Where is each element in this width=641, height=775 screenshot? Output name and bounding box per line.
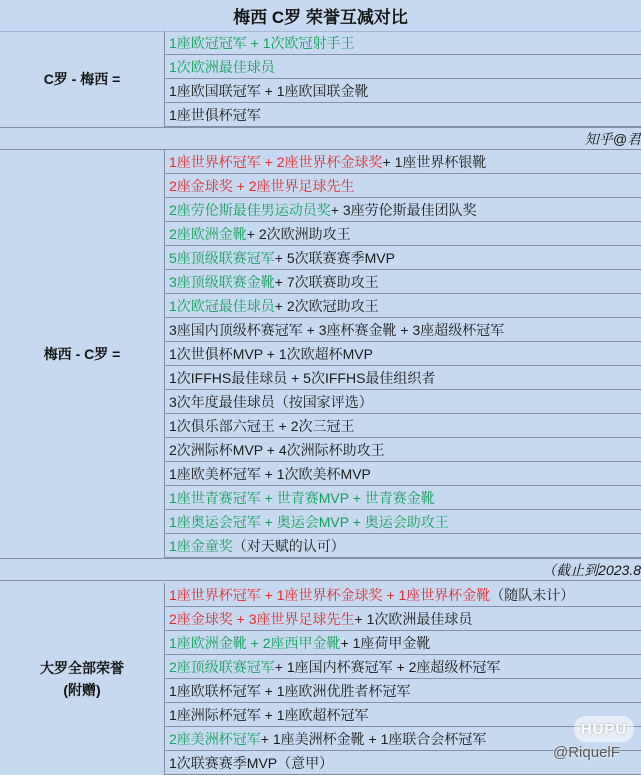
honor-text: 2座欧洲金靴: [169, 225, 247, 242]
section-messi-minus-cr: [0, 150, 641, 558]
honor-text: 5座顶级联赛冠军: [169, 249, 275, 266]
honor-row: [165, 534, 641, 558]
honor-row: [165, 222, 641, 246]
honor-text: 2座金球奖 + 2座世界足球先生: [169, 177, 355, 194]
honor-row: [165, 366, 641, 390]
honor-text: 2座金球奖 + 3座世界足球先生: [169, 610, 355, 627]
honor-text: 2座劳伦斯最佳男运动员奖: [169, 201, 331, 218]
honor-text: 2次洲际杯MVP + 4次洲际杯助攻王: [169, 441, 385, 458]
honor-text: + 1座美洲杯金靴 + 1座联合会杯冠军: [260, 730, 487, 747]
honor-row: [165, 174, 641, 198]
honor-text: （对天赋的认可）: [232, 537, 345, 554]
honor-text: 1次联赛赛季MVP（意甲）: [169, 754, 334, 771]
honor-text: 1座世界杯冠军 + 1座世界杯金球奖 + 1座世界杯金靴: [169, 586, 491, 603]
honor-text: 1座奥运会冠军 + 奥运会MVP + 奥运会助攻王: [169, 513, 449, 530]
honor-text: 1座欧国联冠军 + 1座欧国联金靴: [169, 82, 369, 99]
honor-rows: [165, 150, 641, 558]
honor-text: 1次世俱杯MVP + 1次欧超杯MVP: [169, 345, 373, 362]
honor-text: + 1座国内杯赛冠军 + 2座超级杯冠军: [274, 658, 501, 675]
honor-text: 1座洲际杯冠军 + 1座欧超杯冠军: [169, 706, 369, 723]
section-cr-minus-messi: [0, 31, 641, 127]
honor-text: 1次欧冠最佳球员: [169, 297, 275, 314]
honor-text: + 1座荷甲金靴: [340, 634, 431, 651]
honor-row: [165, 631, 641, 655]
honor-text: 1座欧冠冠军 + 1次欧冠射手王: [169, 34, 355, 51]
honor-text: 1次IFFHS最佳球员 + 5次IFFHS最佳组织者: [169, 369, 436, 386]
honor-row: [165, 246, 641, 270]
honor-text: （随队未计）: [490, 586, 575, 603]
honor-text: 1座欧洲金靴 + 2座西甲金靴: [169, 634, 341, 651]
hupu-logo: HUPU: [574, 716, 634, 742]
honor-row: [165, 607, 641, 631]
honor-text: 1座世界杯冠军 + 2座世界杯金球奖: [169, 153, 383, 170]
honor-row: [165, 103, 641, 127]
section-ronaldo-all-honors: [0, 583, 641, 775]
source-note: 知乎@君: [0, 127, 641, 150]
honor-row: [165, 55, 641, 79]
honor-text: 1次欧洲最佳球员: [169, 58, 275, 75]
honor-row: [165, 79, 641, 103]
honor-row: [165, 486, 641, 510]
honor-text: 3座国内顶级杯赛冠军 + 3座杯赛金靴 + 3座超级杯冠军: [169, 321, 505, 338]
honor-text: 1座欧美杯冠军 + 1次欧美杯MVP: [169, 465, 371, 482]
honor-row: [165, 583, 641, 607]
honor-row: [165, 655, 641, 679]
honor-text: 1座世俱杯冠军: [169, 106, 261, 123]
section-label: C罗 - 梅西 =: [0, 31, 165, 127]
honor-text: + 5次联赛赛季MVP: [274, 249, 395, 266]
honor-rows: [165, 31, 641, 127]
honor-text: + 3座劳伦斯最佳团队奖: [330, 201, 477, 218]
honor-row: [165, 438, 641, 462]
honor-row: [165, 198, 641, 222]
honor-row: [165, 679, 641, 703]
section-label: 梅西 - C罗 =: [0, 150, 165, 558]
honor-row: [165, 462, 641, 486]
honor-row: [165, 342, 641, 366]
honor-row: [165, 510, 641, 534]
sheet-title: 梅西 C罗 荣誉互减对比: [0, 0, 641, 32]
honor-text: 1座欧联杯冠军 + 1座欧洲优胜者杯冠军: [169, 682, 411, 699]
honor-row: [165, 270, 641, 294]
honor-row: [165, 414, 641, 438]
date-note: （截止到2023.8: [0, 558, 641, 581]
watermark-user: @RiquelF: [553, 744, 620, 761]
honor-text: 2座美洲杯冠军: [169, 730, 261, 747]
honor-text: 2座顶级联赛冠军: [169, 658, 275, 675]
honor-text: 1座金童奖: [169, 537, 233, 554]
honor-text: 3次年度最佳球员（按国家评选）: [169, 393, 373, 410]
honor-row: [165, 318, 641, 342]
honor-text: 1座世青赛冠军 + 世青赛MVP + 世青赛金靴: [169, 489, 435, 506]
honor-text: + 1座世界杯银靴: [382, 153, 487, 170]
honor-row: [165, 150, 641, 174]
honor-text: + 2次欧冠助攻王: [274, 297, 379, 314]
honor-row: [165, 294, 641, 318]
honor-text: + 1次欧洲最佳球员: [354, 610, 473, 627]
section-label: 大罗全部荣誉 (附赠): [0, 583, 165, 775]
honor-text: + 2次欧洲助攻王: [246, 225, 351, 242]
honor-text: 1次俱乐部六冠王 + 2次三冠王: [169, 417, 355, 434]
honor-text: 3座顶级联赛金靴: [169, 273, 275, 290]
honor-text: + 7次联赛助攻王: [274, 273, 379, 290]
honor-row: [165, 390, 641, 414]
honor-row: [165, 703, 641, 727]
honor-row: [165, 31, 641, 55]
